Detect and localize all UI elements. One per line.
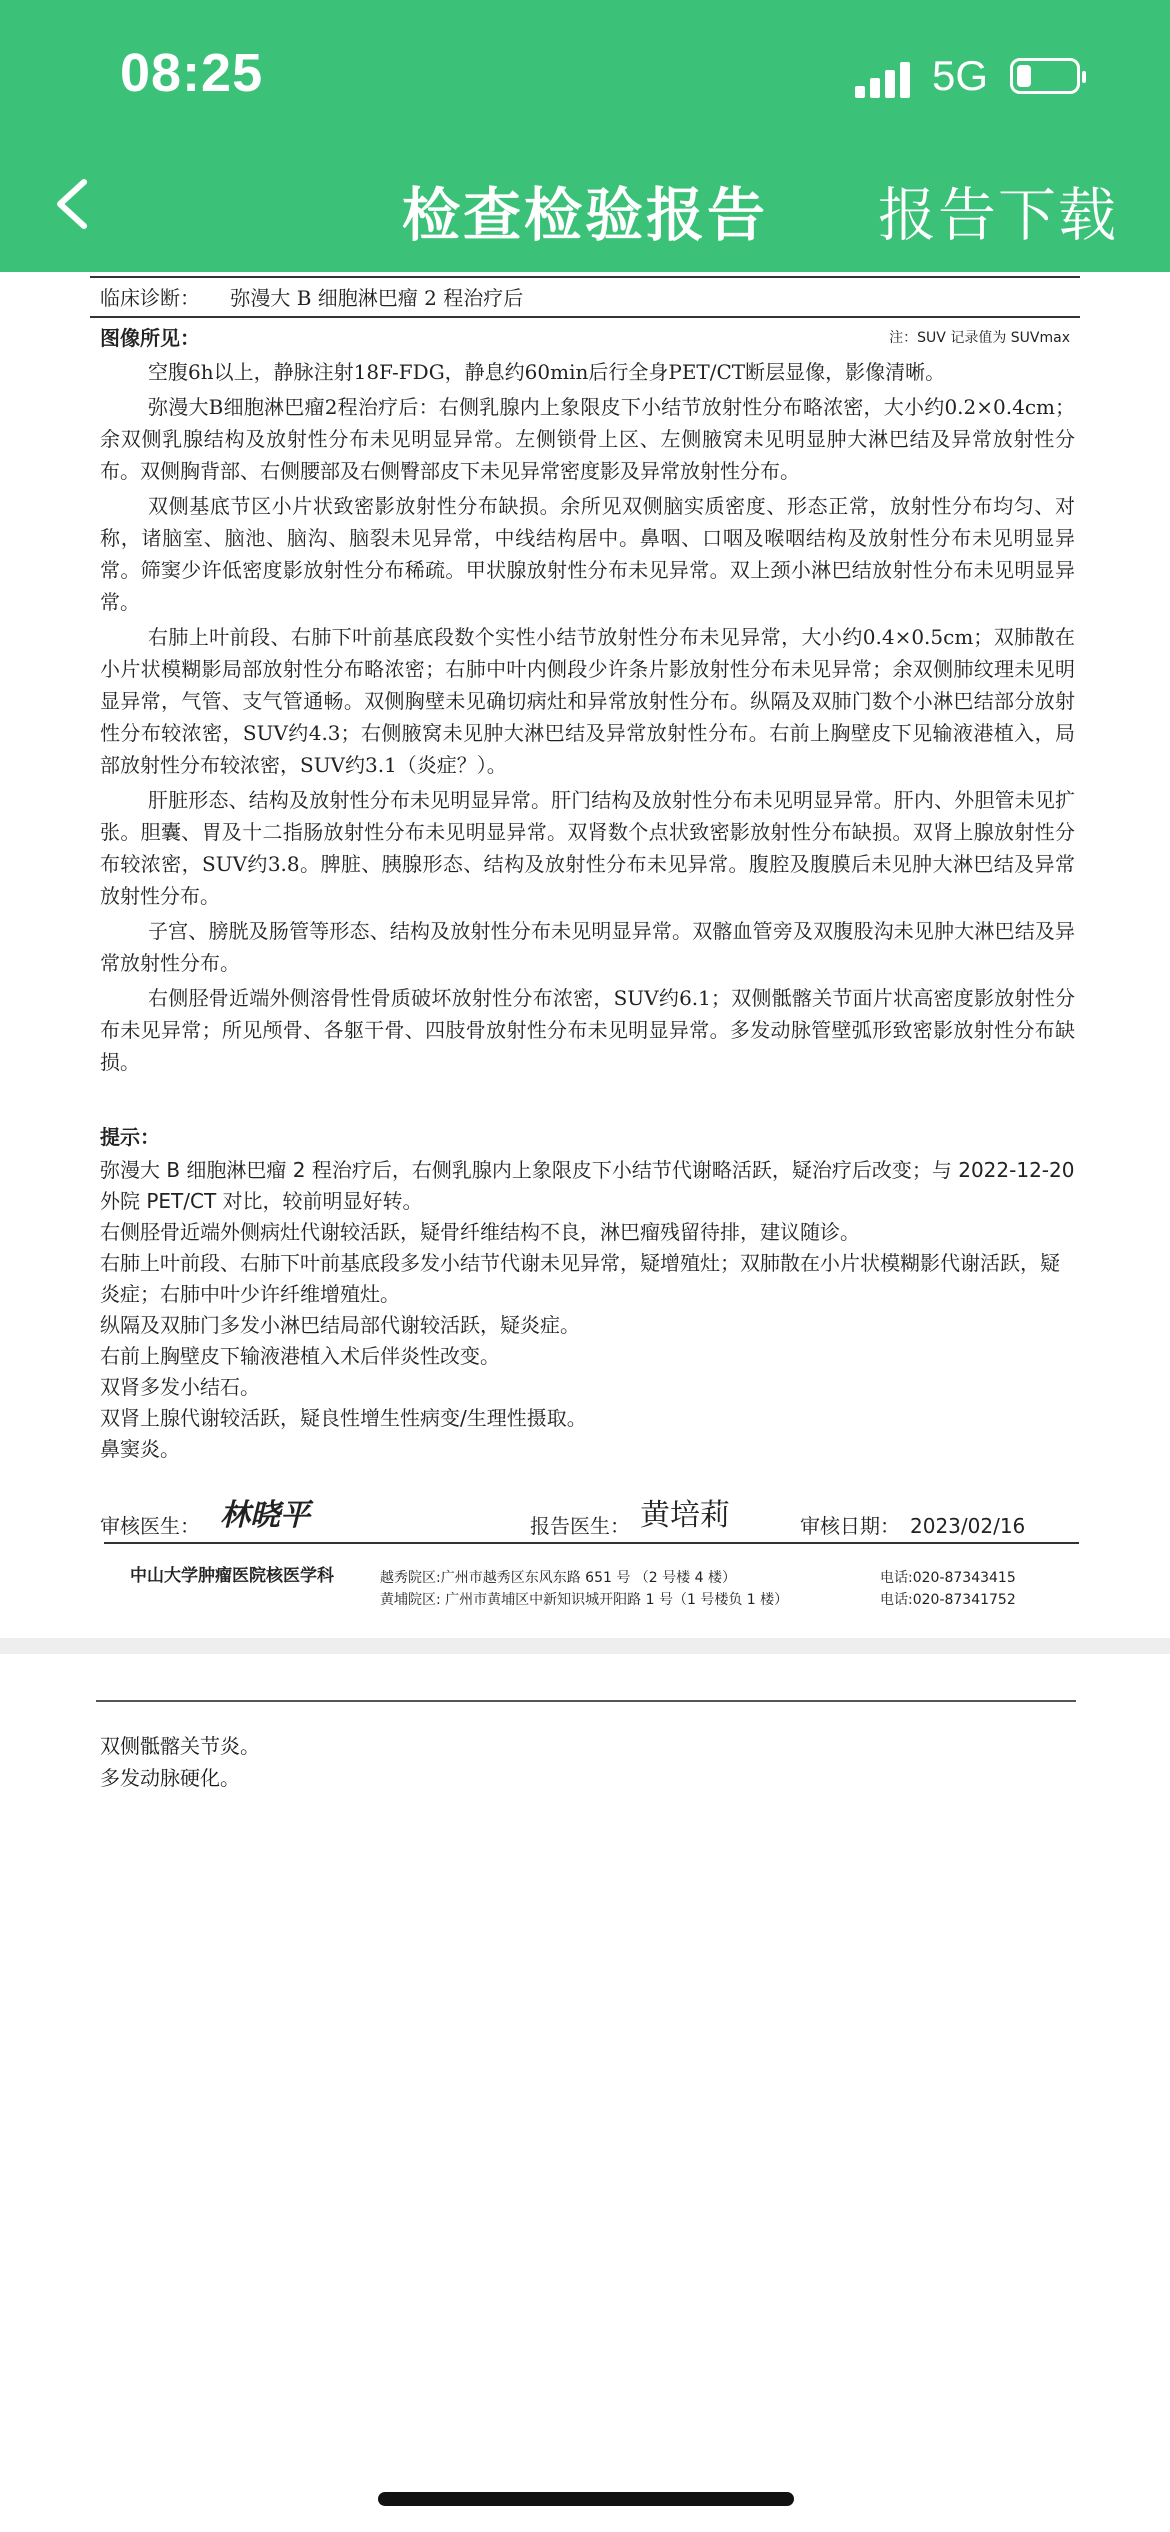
page-separator [0,1638,1170,1654]
reporter-label: 报告医生： [530,1514,630,1538]
impression-item: 右前上胸壁皮下输液港植入术后伴炎性改变。 [100,1344,500,1368]
network-type: 5G [932,52,989,99]
diagnosis-value: 弥漫大 B 细胞淋巴瘤 2 程治疗后 [230,286,524,310]
download-report-button[interactable]: 报告下载 [877,181,1118,249]
address-line: 越秀院区:广州市越秀区东风东路 651 号 （2 号楼 4 楼） [380,1570,736,1586]
page2-rule [96,1700,1076,1702]
finding-paragraph: 子宫、膀胱及肠管等形态、结构及放射性分布未见明显异常。双髂血管旁及双腹股沟未见肿大淋巴结及异常放射性分布。 [100,919,1075,975]
impression-item: 双侧骶髂关节炎。 [100,1734,260,1758]
finding-paragraph: 双侧基底节区小片状致密影放射性分布缺损。余所见双侧脑实质密度、形态正常，放射性分布均匀、对称，诸脑室、脑池、脑沟、脑裂未见异常，中线结构居中。鼻咽、口咽及喉咽结构及放射性分布未见明显异常。筛窦少许低密度影放射性分布稀疏。甲状腺放射性分布未见异常。双上颈小淋巴结放射性分布未见明显异常。 [100,494,1075,614]
clinical-diagnosis [100,282,523,314]
finding-paragraph: 右侧胫骨近端外侧溶骨性骨质破坏放射性分布浓密，SUV约6.1；双侧骶髂关节面片状高密度影放射性分布未见异常；所见颅骨、各躯干骨、四肢骨放射性分布未见明显异常。多发动脉管壁弧形致密影放射性分布缺损。 [100,986,1075,1074]
page-title: 检查检验报告 [401,181,768,249]
impression-item: 右肺上叶前段、右肺下叶前基底段多发小结节代谢未见异常，疑增殖灶；双肺散在小片状模糊影代谢活跃，疑炎症；右肺中叶少许纤维增殖灶。 [100,1251,1060,1306]
reporter-name: 黄培莉 [640,1498,730,1533]
hospital-name: 中山大学肿瘤医院核医学科 [130,1566,334,1586]
battery-icon [1010,58,1080,94]
review-date-label: 审核日期： [800,1514,900,1538]
phone-line: 电话:020-87343415 [880,1570,1016,1586]
impression-item: 右侧胫骨近端外侧病灶代谢较活跃，疑骨纤维结构不良，淋巴瘤残留待排，建议随诊。 [100,1220,860,1244]
impression-item: 弥漫大 B 细胞淋巴瘤 2 程治疗后，右侧乳腺内上象限皮下小结节代谢略活跃，疑治疗后改变；与 2022-12-20 外院 PET/CT 对比，较前明显好转。 [100,1158,1075,1213]
status-time: 08:25 [120,43,264,103]
reviewer-label: 审核医生： [100,1514,200,1538]
impression-item: 双肾多发小结石。 [100,1375,260,1399]
impression-title: 提示： [100,1125,160,1149]
diagnosis-label: 临床诊断： [100,286,200,310]
finding-paragraph: 空腹6h以上，静脉注射18F-FDG，静息约60min后行全身PET/CT断层显像，影像清晰。 [148,360,946,384]
reviewer-signature: 林晓平 [220,1498,310,1533]
signature-row [100,1498,1075,1544]
app-header [0,0,1170,272]
impression-item: 双肾上腺代谢较活跃，疑良性增生性病变/生理性摄取。 [100,1406,587,1430]
finding-paragraph: 右肺上叶前段、右肺下叶前基底段数个实性小结节放射性分布未见异常，大小约0.4×0.5cm；双肺散在小片状模糊影局部放射性分布略浓密；右肺中叶内侧段少许条片影放射性分布未见异常；余双侧肺纹理未见明显异常，气管、支气管通畅。双侧胸壁未见确切病灶和异常放射性分布。纵隔及双肺门数个小淋巴结部分放射性分布较浓密，SUV约4.3；右侧腋窝未见肿大淋巴结及异常放射性分布。右前上胸壁皮下见输液港植入，局部放射性分布较浓密，SUV约3.1（炎症？）。 [100,625,1075,777]
finding-paragraph: 肝脏形态、结构及放射性分布未见明显异常。肝门结构及放射性分布未见明显异常。肝内、外胆管未见扩张。胆囊、胃及十二指肠放射性分布未见明显异常。双肾数个点状致密影放射性分布缺损。双肾上腺放射性分布较浓密，SUV约3.8。脾脏、胰腺形态、结构及放射性分布未见异常。腹腔及腹膜后未见肿大淋巴结及异常放射性分布。 [100,788,1075,908]
suv-note: 注：SUV 记录值为 SUVmax [889,330,1070,346]
findings-body [100,356,1075,1081]
phone-line: 电话:020-87341752 [880,1592,1016,1608]
address-line: 黄埔院区: 广州市黄埔区中新知识城开阳路 1 号（1 号楼负 1 楼） [380,1592,789,1608]
finding-paragraph: 弥漫大B细胞淋巴瘤2程治疗后：右侧乳腺内上象限皮下小结节放射性分布略浓密，大小约0.2×0.4cm；余双侧乳腺结构及放射性分布未见明显异常。左侧锁骨上区、左侧腋窝未见明显肿大淋巴结及异常放射性分布。双侧胸背部、右侧腰部及右侧臀部皮下未见异常密度影及异常放射性分布。 [100,395,1075,483]
home-indicator[interactable] [378,2492,794,2506]
impression-item: 多发动脉硬化。 [100,1766,240,1790]
review-date: 2023/02/16 [910,1514,1026,1538]
top-rule [90,276,1080,278]
diagnosis-rule [90,316,1080,318]
impression-section [100,1122,1075,1465]
impression-item: 鼻窦炎。 [100,1437,180,1461]
signal-icon [855,58,915,98]
findings-title: 图像所见： [100,326,200,350]
page2-lines [100,1730,260,1794]
footer-rule [104,1542,1079,1544]
impression-item: 纵隔及双肺门多发小淋巴结局部代谢较活跃，疑炎症。 [100,1313,580,1337]
